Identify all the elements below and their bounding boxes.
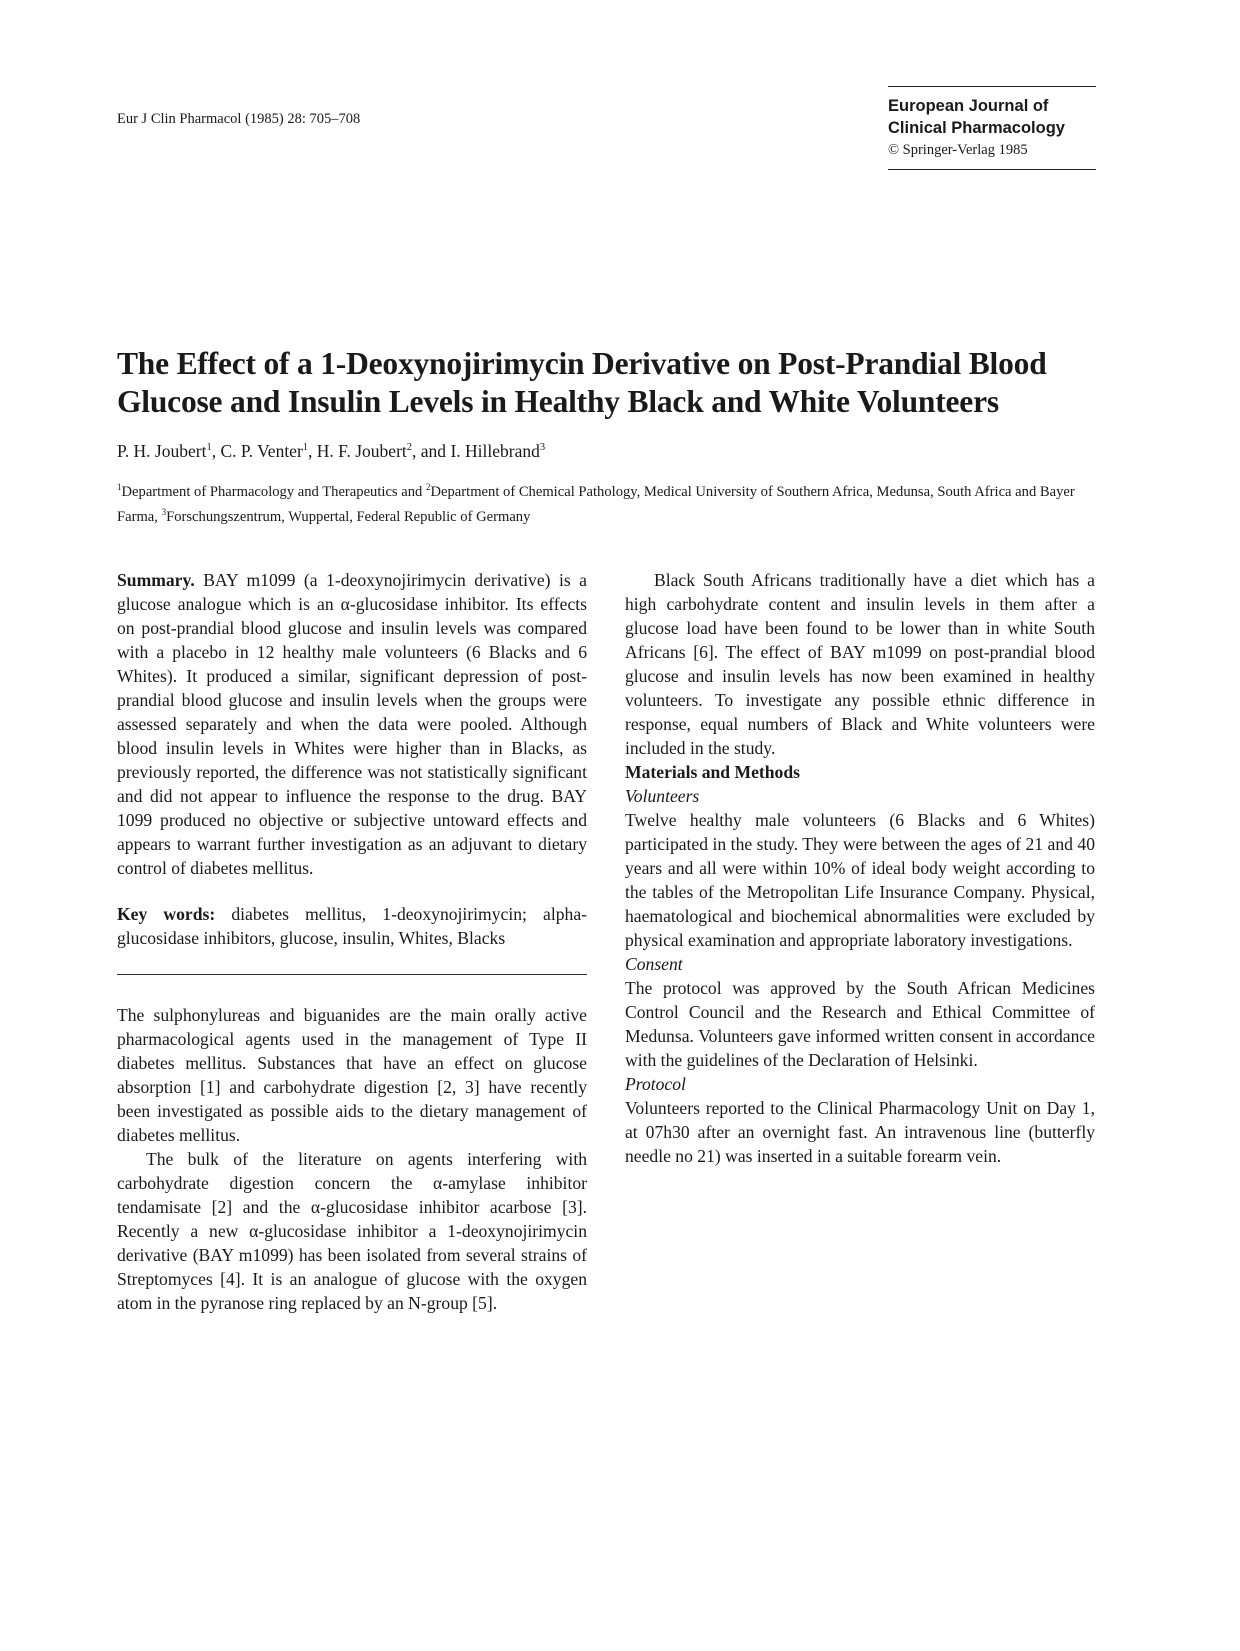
article-title bbox=[117, 345, 1117, 421]
title-line-2: Glucose and Insulin Levels in Healthy Black and White Volunteers bbox=[117, 384, 999, 419]
consent-heading: Consent bbox=[625, 954, 683, 974]
affiliation-mark: 1 bbox=[117, 482, 122, 492]
journal-masthead bbox=[888, 86, 1096, 170]
author-affiliations bbox=[117, 477, 1117, 527]
author-affiliation-mark: 2 bbox=[406, 442, 413, 454]
title-line-1: The Effect of a 1-Deoxynojirimycin Derivative on Post-Prandial Blood bbox=[117, 346, 1047, 381]
author-affiliation-mark: 3 bbox=[539, 442, 546, 454]
author-separator: , bbox=[308, 441, 317, 461]
right-column bbox=[625, 568, 1095, 1168]
protocol-heading: Protocol bbox=[625, 1074, 686, 1094]
keywords-paragraph bbox=[117, 902, 587, 950]
affiliation-mark: 3 bbox=[161, 506, 167, 517]
volunteers-paragraph: Twelve healthy male volunteers (6 Blacks and 6 Whites) participated in the study. They were between the ages of 21 and 40 years and all were within 10% of ideal body weight according to the tables of the Metropolitan Life Insurance Company. Physical, haematological and biochemical abnormalities were excluded by physical examination and appropriate laboratory investigations. bbox=[625, 810, 1095, 950]
intro-paragraph-1: The sulphonylureas and biguanides are the main orally active pharmacological agents used in the management of Type II diabetes mellitus. Substances that have an effect on glucose absorption [1] and carbohydrate digestion [2, 3] have recently been investigated as possible aids to the dietary management of diabetes mellitus. bbox=[117, 1005, 587, 1146]
methods-heading: Materials and Methods bbox=[625, 762, 800, 782]
protocol-paragraph: Volunteers reported to the Clinical Pharmacology Unit on Day 1, at 07h30 after an overnight fast. An intravenous line (butterfly needle no 21) was inserted in a suitable forearm vein. bbox=[625, 1098, 1095, 1166]
keywords-label: Key words: bbox=[117, 904, 216, 924]
affiliation-text: Department of Chemical Pathology, Medical University of Southern Africa, Medunsa, South Africa and Bayer Farma, bbox=[117, 483, 1075, 525]
affiliation-mark: 2 bbox=[425, 482, 431, 492]
summary-paragraph bbox=[117, 568, 587, 880]
copyright-notice: © Springer-Verlag 1985 bbox=[888, 142, 1028, 158]
author-list bbox=[117, 441, 545, 462]
summary-text: BAY m1099 (a 1-deoxynojirimycin derivative) is a glucose analogue which is an α-glucosidase inhibitor. Its effects on post-prandial blood glucose and insulin levels was compared with a placebo in 12 healthy male volunteers (6 Blacks and 6 Whites). It produced a similar, significant depression of post-prandial blood glucose and insulin levels when the groups were assessed separately and when the data were pooled. Although blood insulin levels in Whites were higher than in Blacks, as previously reported, the difference was not statistically significant and did not appear to influence the response to the drug. BAY 1099 produced no objective or subjective untoward effects and appears to warrant further investigation as an adjuvant to dietary control of diabetes mellitus. bbox=[117, 570, 587, 878]
summary-label: Summary. bbox=[117, 570, 195, 590]
keywords-text: diabetes mellitus, 1-deoxynojirimycin; alpha-glucosidase inhibitors, glucose, insulin, Whites, Blacks bbox=[117, 904, 587, 948]
affiliation-text: Department of Pharmacology and Therapeutics and bbox=[121, 483, 426, 500]
left-column bbox=[117, 568, 587, 1315]
intro-paragraph-3: Black South Africans traditionally have a diet which has a high carbohydrate content and insulin levels in them after a glucose load have been found to be lower than in white South Africans [6]. The effect of BAY m1099 on post-prandial blood glucose and insulin levels has now been examined in healthy volunteers. To investigate any possible ethnic difference in response, equal numbers of Black and White volunteers were included in the study. bbox=[625, 570, 1095, 758]
consent-paragraph: The protocol was approved by the South African Medicines Control Council and the Research and Ethical Committee of Medunsa. Volunteers gave informed written consent in accordance with the guidelines of the Declaration of Helsinki. bbox=[625, 978, 1095, 1070]
volunteers-heading: Volunteers bbox=[625, 786, 700, 806]
author-separator: , bbox=[211, 441, 221, 461]
author-name: I. Hillebrand bbox=[450, 441, 540, 461]
author-separator: , and bbox=[412, 441, 451, 461]
intro-paragraph-2: The bulk of the literature on agents interfering with carbohydrate digestion concern the α-amylase inhibitor tendamisate [2] and the α-glucosidase inhibitor acarbose [3]. Recently a new α-glucosidase inhibitor a 1-deoxynojirimycin derivative (BAY m1099) has been isolated from several strains of Streptomyces [4]. It is an analogue of glucose with the oxygen atom in the pyranose ring replaced by an N-group [5]. bbox=[117, 1149, 587, 1314]
author-name: C. P. Venter bbox=[220, 441, 303, 461]
section-divider bbox=[117, 974, 587, 975]
journal-citation: Eur J Clin Pharmacol (1985) 28: 705–708 bbox=[117, 111, 361, 127]
author-name: P. H. Joubert bbox=[117, 441, 207, 461]
affiliation-text: Forschungszentrum, Wuppertal, Federal Republic of Germany bbox=[166, 508, 531, 525]
journal-name-line2: Clinical Pharmacology bbox=[888, 119, 1065, 137]
journal-name-line1: European Journal of bbox=[888, 97, 1049, 115]
author-name: H. F. Joubert bbox=[316, 441, 407, 461]
author-affiliation-mark: 1 bbox=[302, 442, 309, 454]
author-affiliation-mark: 1 bbox=[206, 442, 212, 454]
